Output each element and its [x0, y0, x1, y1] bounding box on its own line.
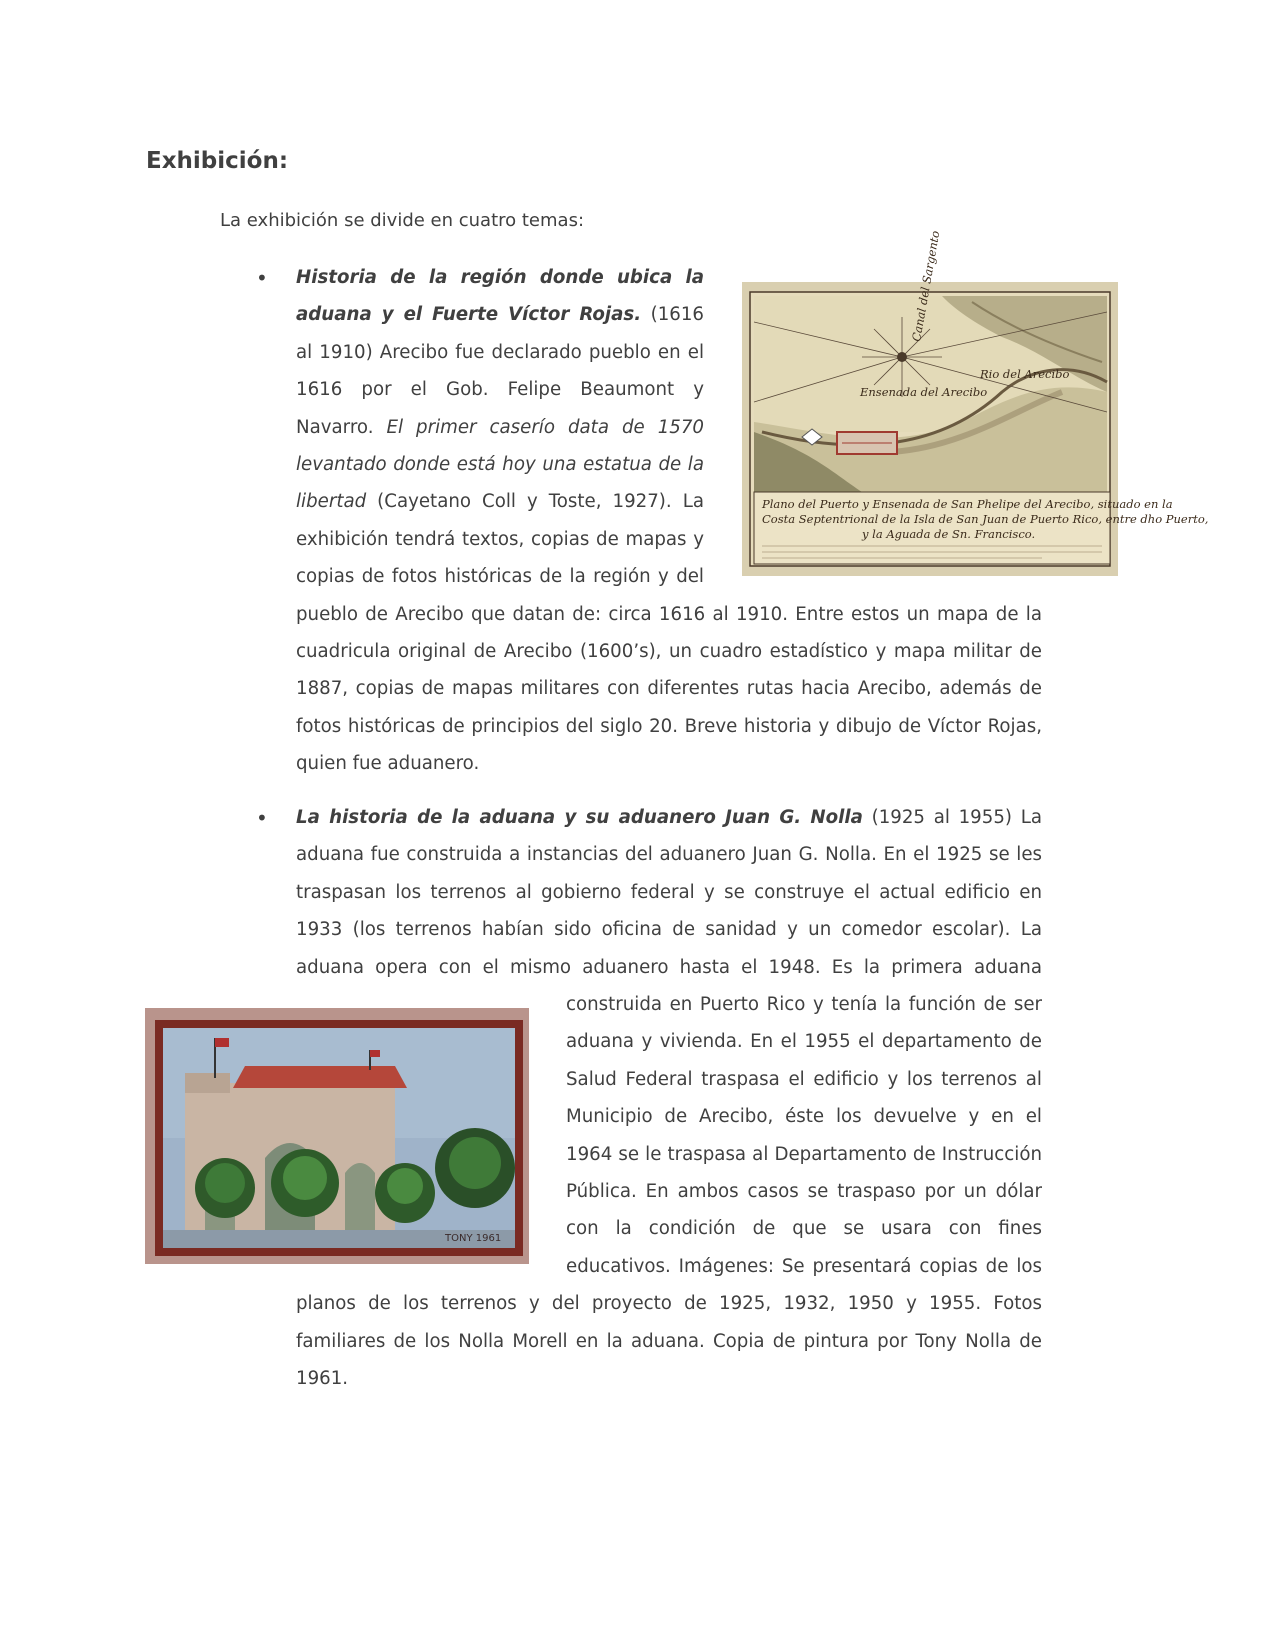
- section-region-history: [296, 229, 1209, 783]
- bullet-marker: •: [256, 806, 268, 830]
- section-2-text-a: (1925 al 1955) La aduana fue construida a instancias del aduanero Juan G. Nolla. En el 1925 se les traspasan los terrenos al gobierno federal y se construye el actual edificio en 1933 (los terrenos habían sido oficina de sanidad y un comedor escolar). La aduana opera con el mismo aduanero hasta el 1948.: [296, 807, 1042, 978]
- customs-painting-image: [145, 1008, 529, 1264]
- map-caption-1: Plano del Puerto y Ensenada de San Phelipe del Arecibo, situado en la: [762, 497, 1173, 511]
- bullet-marker: •: [256, 266, 268, 290]
- section-2-text-b: Es la primera aduana construida en Puerto Rico y tenía la función de ser aduana y vivienda. En el 1955 el departamento de Salud Federal traspasa el edificio y los terrenos al Municipio de Arecibo, éste los devuelve y en el 1964 se le traspasa al Departamento de Instrucción Pública. En ambos casos se traspaso por un dólar con la condición de que se usara con fines educativos. Imágenes: Se presentará copias de los planos de los terrenos y del proyecto de 1925, 1932, 1950 y 1955. Fotos familiares de los Nolla Morell en la aduana. Copia de pintura por Tony Nolla de 1961.: [296, 956, 1042, 1390]
- page-title: Exhibición:: [146, 148, 289, 174]
- map-caption-3: y la Aguada de Sn. Francisco.: [862, 527, 1036, 541]
- section-1-italic-quote: El primer caserío data de 1570 levantado donde está hoy una estatua de la libertad: [296, 416, 704, 513]
- painting-signature: TONY 1961: [445, 1233, 502, 1245]
- section-1-text-a: (1616 al 1910) Arecibo fue declarado pueblo en el 1616 por el Gob. Felipe Beaumont y Navarro.: [296, 304, 704, 438]
- map-label-bay: Ensenada del Arecibo: [860, 385, 988, 399]
- map-caption-2: Costa Septentrional de la Isla de San Juan de Puerto Rico, entre dho Puerto,: [762, 512, 1209, 526]
- map-label-channel: Canal del Sargento: [909, 229, 943, 343]
- intro-text: La exhibición se divide en cuatro temas:: [220, 210, 585, 231]
- section-1-heading: Historia de la región donde ubica la aduana y el Fuerte Víctor Rojas.: [296, 267, 704, 326]
- section-customs-history: [296, 799, 1042, 1398]
- section-1-text-b: (Cayetano Coll y Toste, 1927). La exhibición tendrá textos, copias de mapas y copias de fotos históricas de la región y del pueblo de Arecibo que datan de: circa 1616 al 1910. Entre estos un mapa de la cuadricula original de Arecibo (1600’s), un cuadro estadístico y mapa militar de 1887, copias de mapas militares con diferentes rutas hacia Arecibo, además de fotos históricas de principios del siglo 20. Breve historia y dibujo de Víctor Rojas, quien fue aduanero.: [296, 491, 1042, 775]
- historic-map-image: [742, 229, 1209, 576]
- map-label-river: Rio del Arecibo: [980, 367, 1070, 381]
- section-2-heading: La historia de la aduana y su aduanero Juan G. Nolla: [296, 807, 863, 828]
